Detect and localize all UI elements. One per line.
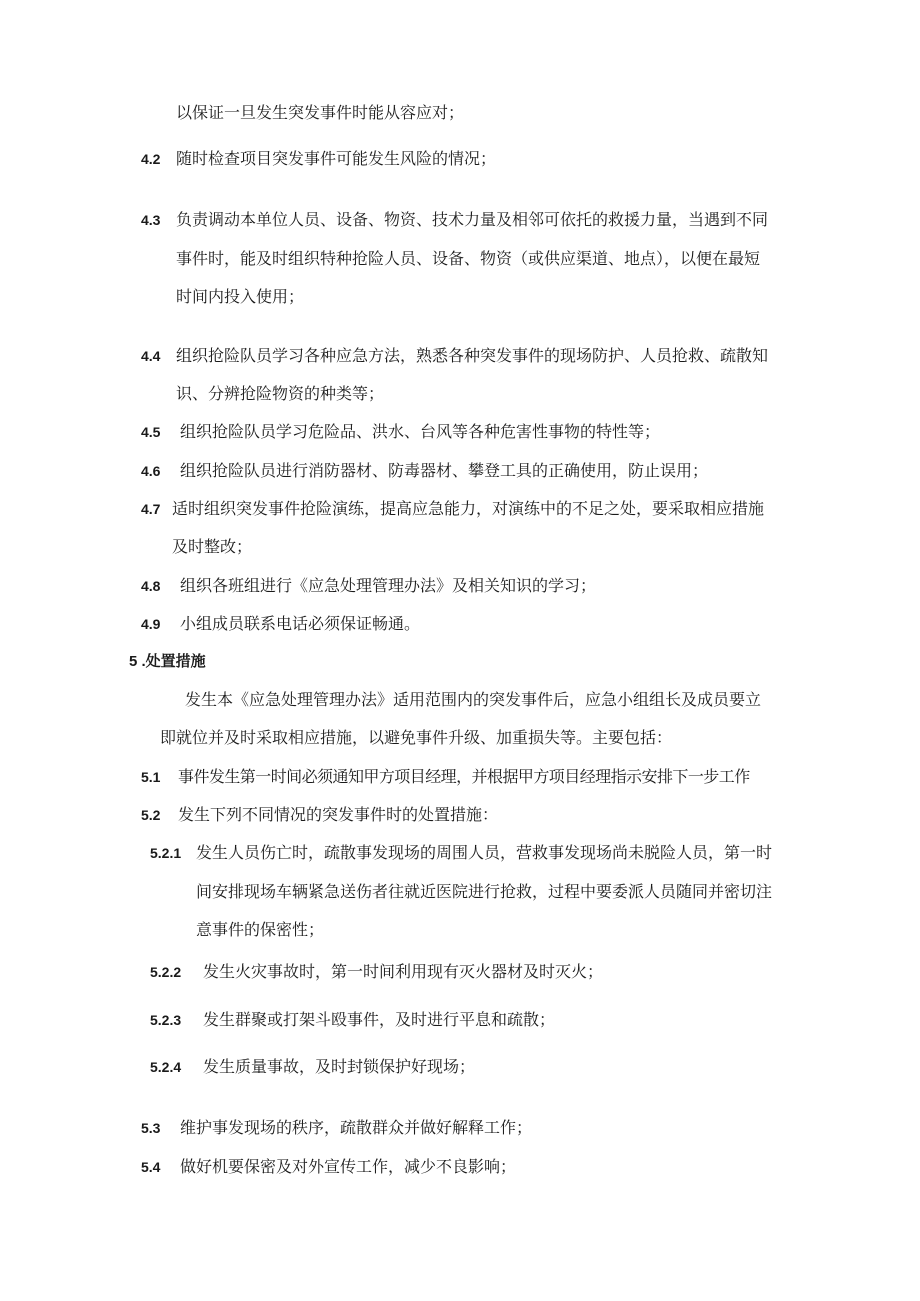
item-text: 小组成员联系电话必须保证畅通。 [180,614,421,633]
item-text: 事件发生第一时间必须通知甲方项目经理，并根据甲方项目经理指示安排下一步工作 [178,767,750,786]
item-number: 4.9 [141,616,161,632]
sub-item-text: 发生群聚或打架斗殴事件，及时进行平息和疏散； [203,1010,556,1029]
section-intro-line: 即就位并及时采取相应措施，以避免事件升级、加重损失等。主要包括： [160,728,673,747]
item-number: 4.5 [141,424,161,440]
item-number: 4.7 [141,501,161,517]
section-heading: 5 .处置措施 [129,653,206,670]
item-text: 事件时，能及时组织特种抢险人员、设备、物资（或供应渠道、地点），以便在最短 [176,249,761,268]
item-text: 适时组织突发事件抢险演练，提高应急能力，对演练中的不足之处，要采取相应措施 [172,499,765,518]
sub-item-text: 发生火灾事故时，第一时间利用现有灭火器材及时灭火； [203,962,604,981]
item-text: 时间内投入使用； [176,287,305,306]
item-text: 做好机要保密及对外宣传工作，减少不良影响； [180,1157,517,1176]
item-text: 组织抢险队员学习各种应急方法，熟悉各种突发事件的现场防护、人员抢救、疏散知 [176,346,769,365]
item-text: 组织抢险队员进行消防器材、防毒器材、攀登工具的正确使用，防止误用； [180,461,709,480]
item-number: 5.1 [141,769,161,785]
item-text: 发生下列不同情况的突发事件时的处置措施： [178,805,499,824]
item-text: 随时检查项目突发事件可能发生风险的情况； [176,149,497,168]
item-number: 5.3 [141,1120,161,1136]
item-text: 组织抢险队员学习危险品、洪水、台风等各种危害性事物的特性等； [180,422,661,441]
sub-item-text: 发生人员伤亡时，疏散事发现场的周围人员，营救事发现场尚未脱险人员，第一时 [196,843,773,862]
item-text: 维护事发现场的秩序，疏散群众并做好解释工作； [180,1118,533,1137]
item-number: 4.6 [141,463,161,479]
item-number: 4.2 [141,151,161,167]
item-text: 识、分辨抢险物资的种类等； [176,384,385,403]
item-text: 及时整改； [172,537,253,556]
item-number: 5.4 [141,1159,161,1175]
item-number: 4.4 [141,348,161,364]
sub-item-text: 间安排现场车辆紧急送伤者往就近医院进行抢救，过程中要委派人员随同并密切注 [196,882,773,901]
item-text: 组织各班组进行《应急处理管理办法》及相关知识的学习； [180,576,597,595]
item-text: 负责调动本单位人员、设备、物资、技术力量及相邻可依托的救援力量，当遇到不同 [176,210,769,229]
sub-item-number: 5.2.2 [150,964,182,980]
item-number: 5.2 [141,807,161,823]
item-number: 4.3 [141,212,161,228]
sub-item-text: 发生质量事故，及时封锁保护好现场； [203,1057,476,1076]
item-number: 4.8 [141,578,161,594]
sub-item-number: 5.2.4 [150,1059,182,1075]
sub-item-number: 5.2.3 [150,1012,182,1028]
section-intro-line: 发生本《应急处理管理办法》适用范围内的突发事件后，应急小组组长及成员要立 [185,690,762,709]
sub-item-text: 意事件的保密性； [196,920,325,939]
intro-line: 以保证一旦发生突发事件时能从容应对； [176,103,465,122]
sub-item-number: 5.2.1 [150,845,182,861]
